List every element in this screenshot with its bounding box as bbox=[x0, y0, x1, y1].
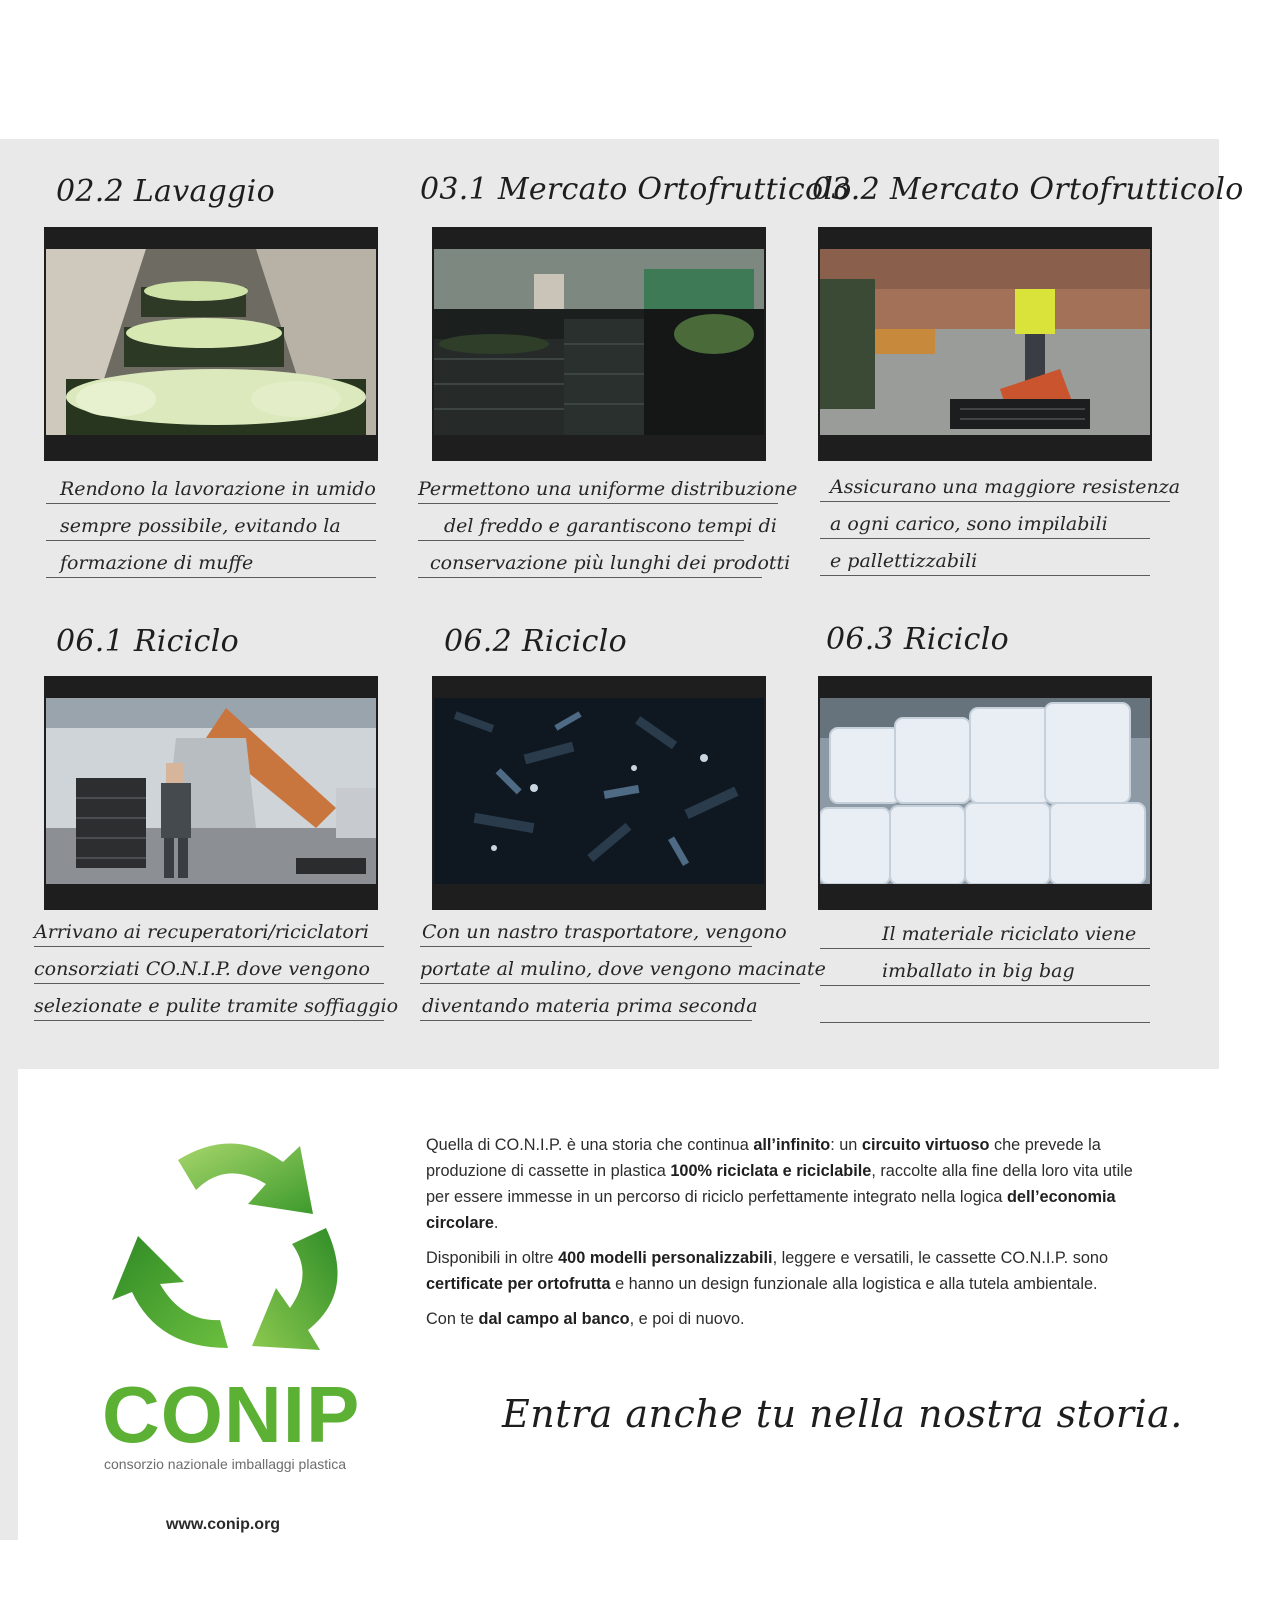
video-frame bbox=[44, 227, 378, 461]
worker-pallet-jack-image bbox=[820, 249, 1150, 435]
step-title: 06.3 Riciclo bbox=[826, 622, 1009, 657]
paragraph: Quella di CO.N.I.P. è una storia che continua all’infinito: un circuito virtuoso che prevede la produzione di cassette in plastica 100% riciclata e riciclabile, raccolte alla fine della loro vita utile per essere immesse in un percorso di riciclo perfettamente integrato nella logica dell’economia circolare. bbox=[426, 1136, 1133, 1232]
step-caption: Con un nastro trasportatore, vengono portate al mulino, dove vengono macinate diventando materia prima seconda bbox=[420, 910, 800, 1021]
step-title: 03.1 Mercato Ortofrutticolo bbox=[420, 172, 852, 207]
video-frame bbox=[44, 676, 378, 910]
video-frame bbox=[432, 227, 766, 461]
step-title: 02.2 Lavaggio bbox=[56, 174, 275, 209]
description-text bbox=[426, 1132, 1156, 1341]
video-frame bbox=[818, 227, 1152, 461]
recycling-plant-image bbox=[46, 698, 376, 884]
step-caption: Rendono la lavorazione in umido sempre possibile, evitando la formazione di muffe bbox=[46, 467, 376, 578]
step-caption: Il materiale riciclato viene imballato in big bag bbox=[820, 912, 1150, 1023]
step-caption: Assicurano una maggiore resistenza a ogni carico, sono impilabili e pallettizzabili bbox=[820, 465, 1150, 576]
tagline: Entra anche tu nella nostra storia. bbox=[502, 1392, 1183, 1436]
shredded-plastic-image bbox=[434, 698, 764, 884]
lettuce-crates-image bbox=[46, 249, 376, 435]
step-title: 06.2 Riciclo bbox=[444, 624, 627, 659]
recycle-arrows-icon bbox=[108, 1132, 358, 1362]
paragraph: Disponibili in oltre 400 modelli personalizzabili, leggere e versatili, le cassette CO.N.I.P. sono certificate per ortofrutta e hanno un design funzionale alla logistica e alla tutela ambientale. bbox=[426, 1249, 1109, 1293]
step-title: 03.2 Mercato Ortofrutticolo bbox=[812, 172, 1244, 207]
website-link[interactable]: www.conip.org bbox=[166, 1516, 281, 1533]
step-caption: Permettono una uniforme distribuzione del freddo e garantiscono tempi di conservazione più lunghi dei prodotti bbox=[418, 467, 778, 578]
video-frame bbox=[818, 676, 1152, 910]
step-title: 06.1 Riciclo bbox=[56, 624, 239, 659]
video-frame bbox=[432, 676, 766, 910]
logo-wordmark: CONIP bbox=[102, 1370, 361, 1459]
logo-subtitle: consorzio nazionale imballaggi plastica bbox=[104, 1456, 347, 1472]
big-bags-image bbox=[820, 698, 1150, 884]
paragraph: Con te dal campo al banco, e poi di nuovo. bbox=[426, 1310, 745, 1328]
left-strip bbox=[0, 1069, 18, 1540]
market-crates-image bbox=[434, 249, 764, 435]
step-caption: Arrivano ai recuperatori/riciclatori consorziati CO.N.I.P. dove vengono selezionate e pulite tramite soffiaggio bbox=[34, 910, 384, 1021]
